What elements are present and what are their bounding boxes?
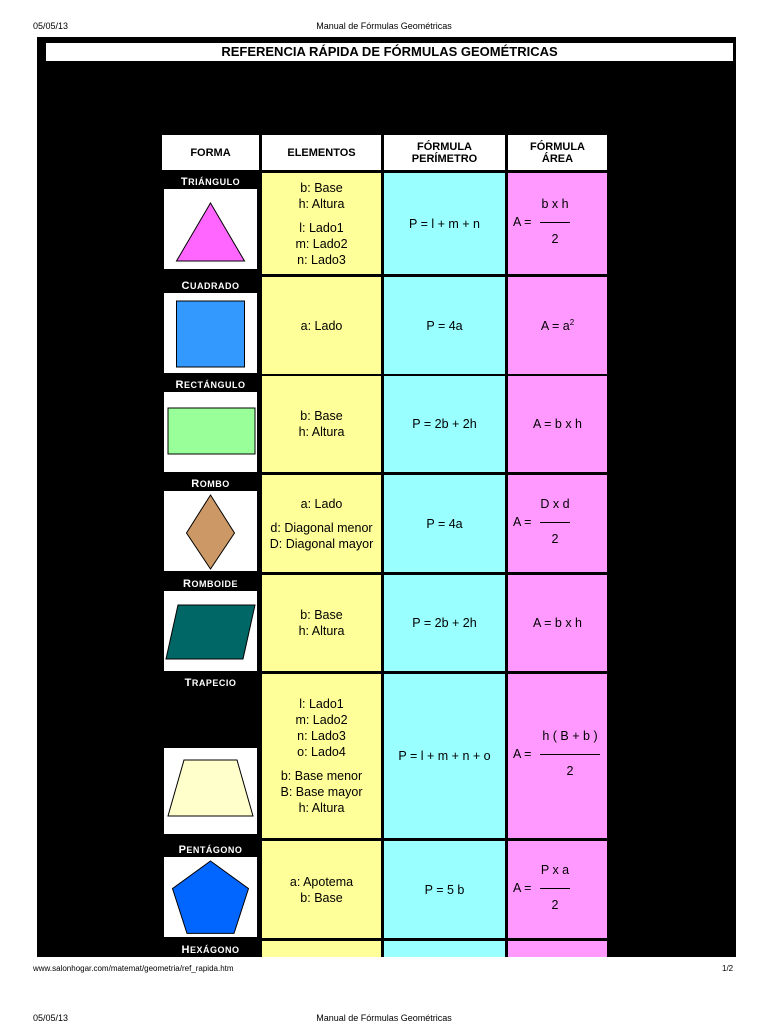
element-line: d: Diagonal menor [270,520,373,535]
column-header-area-line2: ÁREA [541,152,574,165]
shape-name [162,677,259,689]
element-line: h: Altura [298,196,345,211]
shape-name-initial: R [183,578,192,590]
square-shape [177,301,245,367]
element-line: m: Lado2 [295,713,348,727]
perimeter-formula: P = l + m + n [409,216,480,231]
area-cell [508,575,607,671]
shape-name-initial: H [181,944,190,956]
area-denominator: 2 [551,231,559,246]
shape-name [162,844,259,856]
elements-cell [262,173,381,274]
element-line: l: Lado1 [299,697,344,711]
area-numerator: D x d [540,496,570,511]
pentagon-shape [173,861,249,933]
element-line: h: Altura [298,801,345,815]
shape-name [162,176,259,188]
fraction-bar [540,888,570,889]
element-line: n: Lado3 [297,729,346,743]
triangle-shape [177,203,245,261]
column-header-area [508,135,607,170]
shape-name-rest: ENTÁGONO [186,845,243,855]
parallelogram-icon [164,591,257,671]
shape-figure-pentagon [164,857,257,937]
column-header-perimetro-line2: PERÍMETRO [411,152,478,165]
shape-name-rest: OMBO [199,479,230,489]
element-line: b: Base [300,409,343,423]
rect-shape [168,408,255,454]
shape-name-rest: EXÁGONO [189,945,240,955]
area-numerator: P x a [540,862,570,877]
header-title: Manual de Fórmulas Geométricas [316,21,452,31]
area-fraction [508,674,607,838]
rhombus-icon [164,491,257,571]
footer-page-number: 1/2 [722,964,734,973]
shape-name-rest: RAPECIO [191,678,237,688]
element-line: a: Lado [300,318,343,333]
column-header-perimetro-line1: FÓRMULA [417,140,472,153]
elements-cell [262,277,381,374]
column-header-forma: FORMA [162,135,259,170]
shape-name-initial: R [191,478,200,490]
area-cell [508,841,607,938]
shape-name-initial: T [180,176,189,188]
shape-name-initial: R [175,379,184,391]
perimeter-formula: P = 4a [426,516,463,531]
area-lhs: A = [513,747,532,761]
element-line: m: Lado2 [295,236,348,251]
perimeter-cell [384,475,505,572]
area-numerator: b x h [541,196,569,211]
rhombus-shape [187,495,235,569]
area-formula: A = b x h [533,616,582,630]
element-line: h: Altura [298,624,345,638]
trapezoid-icon [164,748,257,834]
perimeter-cell [384,173,505,274]
element-line: b: Base menor [280,769,363,783]
element-line: b: Base [300,180,343,195]
perimeter-cell [384,277,505,374]
shape-name [162,578,259,590]
perimeter-cell [384,575,505,671]
element-line: D: Diagonal mayor [269,536,374,551]
header2-title: Manual de Fórmulas Geométricas [316,1013,452,1023]
parallelogram-shape [166,605,255,659]
area-denominator: 2 [551,531,559,546]
perimeter-formula: P = 5 b [424,882,465,897]
area-fraction [508,841,607,938]
pentagon-icon [164,857,257,937]
column-header-perimetro [384,135,505,170]
header2-date: 05/05/13 [33,1013,69,1023]
shape-figure-parallelogram [164,591,257,671]
shape-name-rest: RIÁNGULO [188,177,241,187]
shape-name [162,379,259,391]
element-line: l: Lado1 [299,220,344,235]
shape-name-initial: C [181,280,190,292]
perimeter-cell [384,941,505,957]
perimeter-formula: P = 2b + 2h [412,417,477,431]
shape-figure-rhombus [164,491,257,571]
elements-cell [262,841,381,938]
area-cell [508,674,607,838]
area-lhs: A = [513,214,532,229]
perimeter-formula: P = 2b + 2h [412,616,477,630]
area-fraction [508,475,607,572]
elements-cell [262,575,381,671]
element-line: B: Base mayor [280,785,363,799]
column-header-area-line1: FÓRMULA [530,140,585,153]
element-line: n: Lado3 [297,252,346,267]
area-cell [508,941,607,957]
perimeter-cell [384,376,505,472]
shape-figure-triangle [164,189,257,269]
square-icon [164,293,257,373]
element-line: b: Base [300,890,343,905]
area-denominator: 2 [566,764,574,778]
shape-name-initial: T [184,677,192,689]
page-title: REFERENCIA RÁPIDA DE FÓRMULAS GEOMÉTRICAS [45,42,734,62]
triangle-icon [164,189,257,269]
area-formula-exponent: 2 [569,317,575,327]
footer-url: www.salonhogar.com/matemat/geometria/ref_rapida.htm [33,964,234,973]
area-fraction [508,173,607,274]
shape-name-rest: UADRADO [189,281,240,291]
element-line: o: Lado4 [297,745,346,759]
area-formula-text: A = a [540,319,570,334]
area-cell [508,173,607,274]
area-cell [508,277,607,374]
shape-name [162,280,259,292]
perimeter-cell [384,674,505,838]
shape-name [162,478,259,490]
area-lhs: A = [513,880,532,895]
element-line: h: Altura [298,425,345,439]
elements-cell [262,475,381,572]
element-line: b: Base [300,608,343,622]
column-header-elementos: ELEMENTOS [262,135,381,170]
perimeter-formula: P = 4a [426,318,463,333]
element-line: a: Apotema [289,874,354,889]
elements-cell [262,941,381,957]
area-cell [508,376,607,472]
fraction-bar [540,522,570,523]
shape-name-rest: OMBOIDE [191,579,238,589]
shape-name-rest: ECTÁNGULO [183,380,246,390]
area-cell [508,475,607,572]
fraction-bar [540,754,600,755]
area-numerator: h ( B + b ) [542,729,598,743]
area-formula: A = b x h [533,417,582,431]
shape-figure-trapezoid [164,748,257,834]
area-lhs: A = [513,514,532,529]
elements-cell [262,674,381,838]
trapezoid-shape [168,760,253,816]
header-date: 05/05/13 [33,21,69,31]
area-denominator: 2 [551,897,559,912]
perimeter-cell [384,841,505,938]
fraction-bar [540,222,570,223]
rect-icon [164,392,257,472]
elements-cell [262,376,381,472]
perimeter-formula: P = l + m + n + o [398,749,491,763]
shape-figure-rect [164,392,257,472]
area-formula [541,318,574,333]
shape-name-initial: P [178,844,187,856]
shape-figure-square [164,293,257,373]
element-line: a: Lado [300,496,343,511]
shape-name [162,944,259,956]
